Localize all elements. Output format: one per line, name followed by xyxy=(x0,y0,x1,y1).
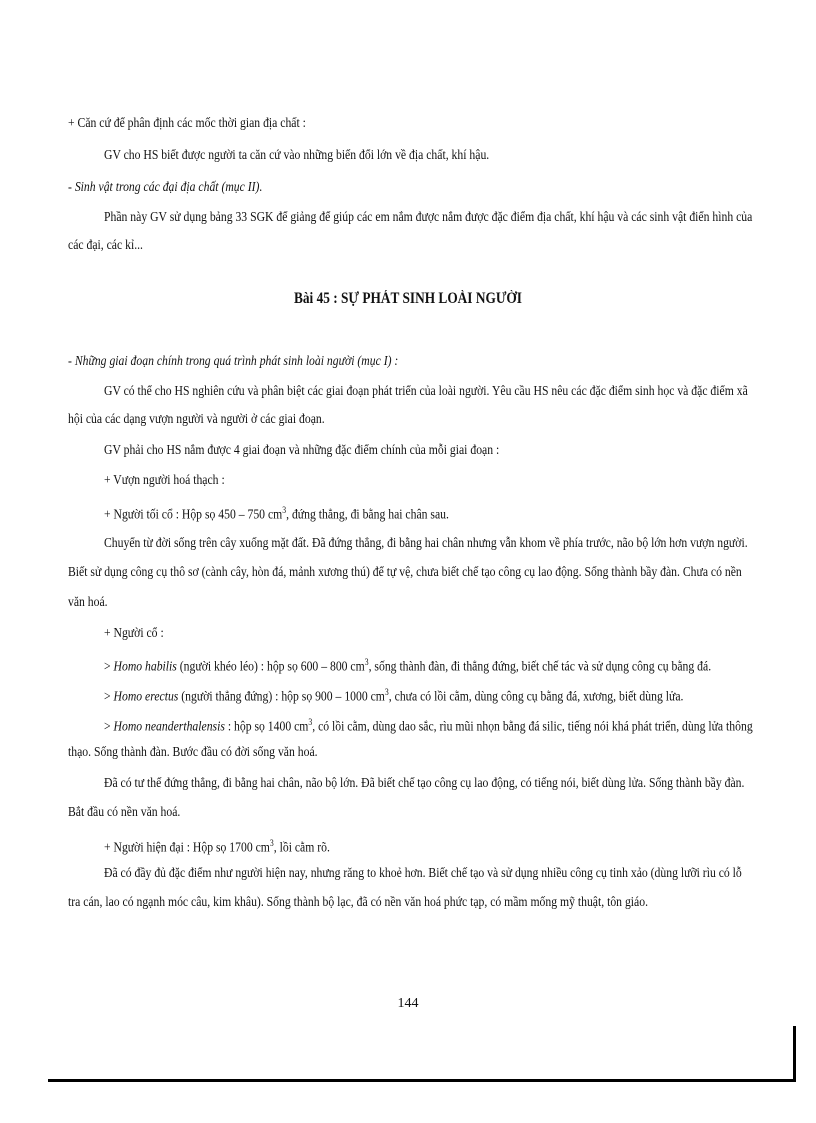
text-fragment: (người khéo léo) : hộp sọ 600 – 800 cm xyxy=(176,658,365,674)
text-line: hội của các dạng vượn người và người ở các giai đoạn. xyxy=(68,411,325,426)
text-line: Chuyển từ đời sống trên cây xuống mặt đất. Đã đứng thẳng, đi bằng hai chân nhưng vẫn khom về phía trước, não bộ lớn hơn vượn người. xyxy=(104,535,748,550)
text-line: văn hoá. xyxy=(68,594,108,609)
page-edge-right xyxy=(793,1026,796,1082)
section-heading: - Những giai đoạn chính trong quá trình phát sinh loài người (mục I) : xyxy=(68,353,399,368)
text-line: Biết sử dụng công cụ thô sơ (cành cây, hòn đá, mảnh xương thú) để tự vệ, chưa biết chế tạo công cụ lao động. Sống thành bầy đàn. Chưa có nền xyxy=(68,564,742,579)
text-line: Đã có tư thế đứng thẳng, đi bằng hai chân, não bộ lớn. Đã biết chế tạo công cụ lao động, có tiếng nói, biết dùng lửa. Sống thành bầy đàn. xyxy=(104,775,745,790)
text-fragment: : hộp sọ 1400 cm xyxy=(224,718,309,734)
text-fragment: (người thẳng đứng) : hộp sọ 900 – 1000 cm xyxy=(178,688,385,704)
text-line xyxy=(104,713,799,736)
text-line: thạo. Sống thành đàn. Bước đầu có đời sống văn hoá. xyxy=(68,744,318,759)
text-line: + Người cổ : xyxy=(104,625,164,640)
superscript: 3 xyxy=(384,687,389,697)
text-line: các đại, các kỉ... xyxy=(68,237,143,252)
section-heading: - Sinh vật trong các đại địa chất (mục II). xyxy=(68,179,263,194)
superscript: 3 xyxy=(308,717,313,727)
species-name: Homo neanderthalensis xyxy=(113,718,225,734)
text-line: Đã có đầy đủ đặc điểm như người hiện nay, nhưng răng to khoẻ hơn. Biết chế tạo và sử dụng nhiều công cụ tinh xảo (dùng lưỡi rìu có lỗ xyxy=(104,865,742,880)
text-line: GV cho HS biết được người ta căn cứ vào những biến đổi lớn về địa chất, khí hậu. xyxy=(104,147,490,162)
text-fragment: + Người tối cổ : Hộp sọ 450 – 750 cm xyxy=(104,506,283,522)
text-line: tra cán, lao có ngạnh móc câu, kim khâu). Sống thành bộ lạc, đã có nền văn hoá phức tạp, có mầm mống mỹ thuật, tôn giáo. xyxy=(68,894,649,909)
text-fragment: + Người hiện đại : Hộp sọ 1700 cm xyxy=(104,839,270,855)
text-fragment: > xyxy=(104,718,114,734)
text-fragment: , lồi cằm rõ. xyxy=(273,839,330,855)
text-fragment: , có lồi cằm, dùng dao sắc, rìu mũi nhọn bằng đá silic, tiếng nói khá phát triển, dùng lửa thông xyxy=(312,718,753,734)
text-line: Phần này GV sử dụng bảng 33 SGK để giảng để giúp các em nắm được nắm được đặc điểm địa chất, khí hậu và các sinh vật điển hình của xyxy=(104,209,753,224)
superscript: 3 xyxy=(282,505,287,515)
text-line: + Căn cứ để phân định các mốc thời gian địa chất : xyxy=(68,115,306,130)
superscript: 3 xyxy=(364,657,369,667)
lesson-title: Bài 45 : SỰ PHÁT SINH LOÀI NGƯỜI xyxy=(293,290,523,307)
text-fragment: > xyxy=(104,688,114,704)
text-fragment: , chưa có lồi cằm, dùng công cụ bằng đá, xương, biết dùng lửa. xyxy=(388,688,684,704)
text-line: GV có thể cho HS nghiên cứu và phân biệt các giai đoạn phát triển của loài người. Yêu cầu HS nêu các đặc điểm sinh học và đặc điểm xã xyxy=(104,383,748,398)
text-fragment: , sống thành đàn, đi thẳng đứng, biết chế tác và sử dụng công cụ bằng đá. xyxy=(368,658,712,674)
species-name: Homo habilis xyxy=(113,658,177,674)
text-line: GV phải cho HS nắm được 4 giai đoạn và những đặc điểm chính của mỗi giai đoạn : xyxy=(104,442,500,457)
superscript: 3 xyxy=(269,838,274,848)
text-line xyxy=(104,501,702,524)
text-line: Bắt đầu có nền văn hoá. xyxy=(68,804,181,819)
text-fragment: , đứng thẳng, đi bằng hai chân sau. xyxy=(286,506,449,522)
page-edge-bottom xyxy=(48,1079,796,1082)
text-line xyxy=(104,834,702,857)
text-line xyxy=(104,653,712,676)
species-name: Homo erectus xyxy=(113,688,179,704)
text-line: + Vượn người hoá thạch : xyxy=(104,472,225,487)
page-number: 144 xyxy=(397,996,419,1011)
text-line xyxy=(104,683,702,706)
text-fragment: > xyxy=(104,658,114,674)
